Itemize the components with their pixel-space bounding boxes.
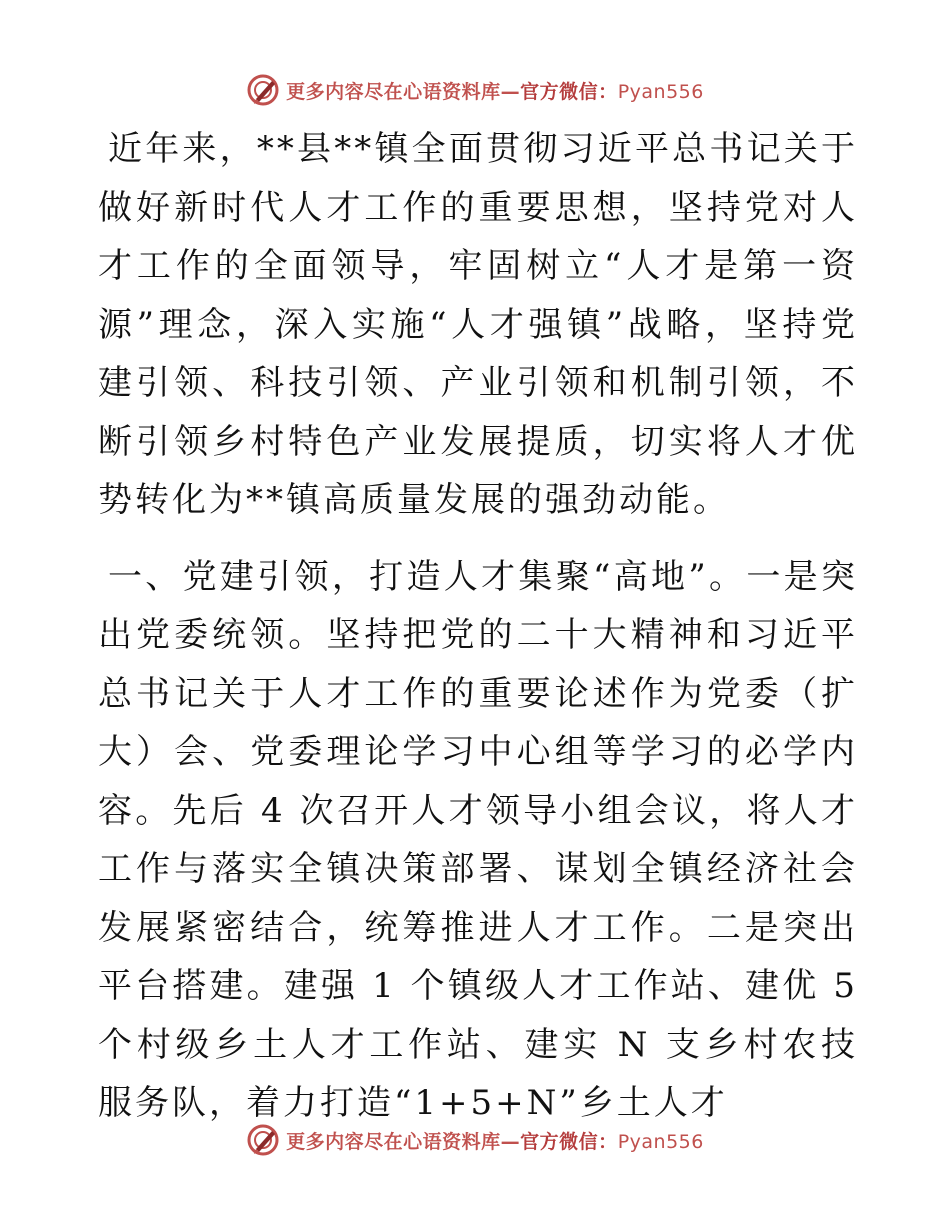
pen-logo-icon — [246, 1123, 280, 1157]
footer-watermark — [0, 1120, 950, 1160]
footer-wechat-handle: Pyan556 — [617, 1130, 704, 1153]
document-body — [98, 120, 858, 1133]
pen-logo-icon — [246, 73, 280, 107]
footer-dash: — — [500, 1130, 521, 1153]
paragraph-section-1: 一、党建引领，打造人才集聚“高地”。一是突出党委统领。坚持把党的二十大精神和习近平总书记关于人才工作的重要论述作为党委（扩大）会、党委理论学习中心组等学习的必学内容。先后 4 次召开人才领导小组会议，将人才工作与落实全镇决策部署、谋划全镇经济社会发展紧密结合，统筹推进人才工作。二是突出平台搭建。建强 1 个镇级人才工作站、建优 5 个村级乡土人才工作站、建实 N 支乡村农技服务队，着力打造“1+5+N”乡土人才 — [98, 556, 858, 1123]
footer-wechat-label: 官方微信： — [520, 1130, 618, 1153]
header-wechat-handle: Pyan556 — [617, 80, 704, 103]
header-wechat-label: 官方微信： — [520, 80, 618, 103]
header-watermark — [0, 70, 950, 110]
header-dash: — — [500, 80, 521, 103]
header-brand-text: 更多内容尽在心语资料库 — [286, 80, 501, 103]
paragraph-intro: 近年来，**县**镇全面贯彻习近平总书记关于做好新时代人才工作的重要思想，坚持党对人才工作的全面领导，牢固树立“人才是第一资源”理念，深入实施“人才强镇”战略，坚持党建引领、科技引领、产业引领和机制引领，不断引领乡村特色产业发展提质，切实将人才优势转化为**镇高质量发展的强劲动能。 — [98, 129, 858, 520]
footer-brand-text: 更多内容尽在心语资料库 — [286, 1130, 501, 1153]
